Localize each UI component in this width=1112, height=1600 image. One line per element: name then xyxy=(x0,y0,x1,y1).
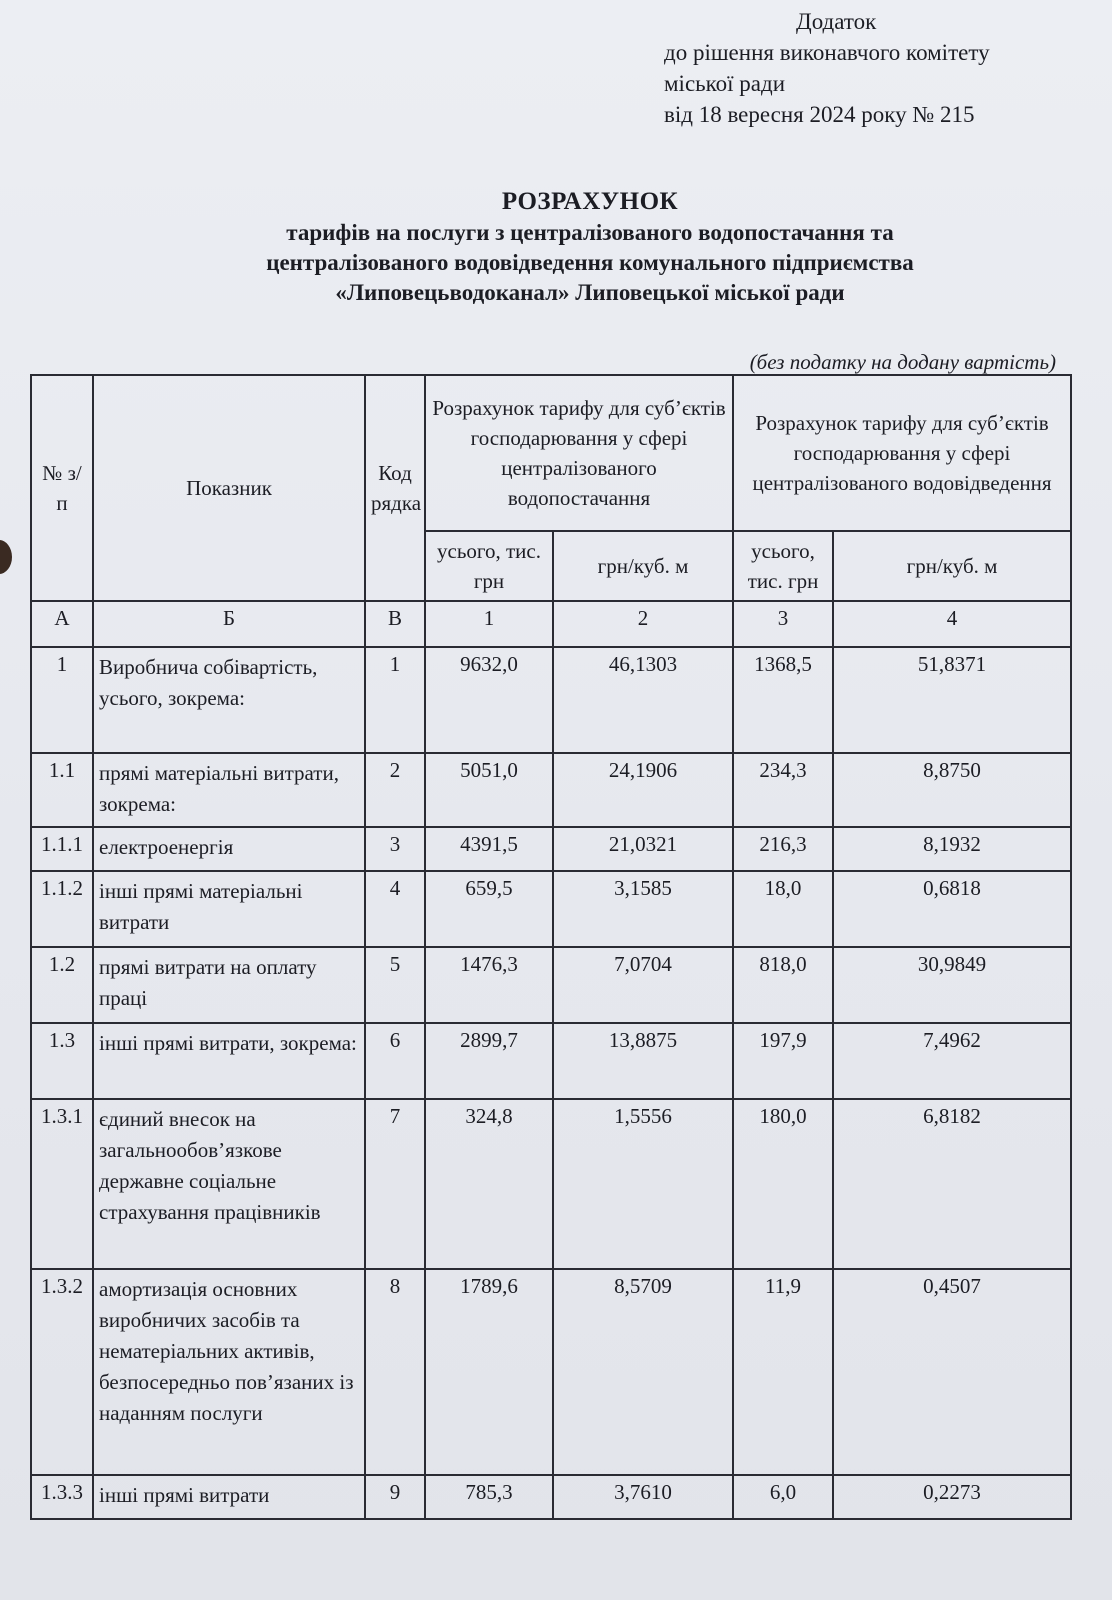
header-sewer-total: усього, тис. грн xyxy=(733,531,833,601)
water-per-m3-cell: 3,7610 xyxy=(553,1475,733,1519)
water-total-cell: 5051,0 xyxy=(425,753,553,827)
row-number: 1.1 xyxy=(31,753,93,827)
row-number: 1.1.1 xyxy=(31,827,93,871)
water-total-cell: 324,8 xyxy=(425,1099,553,1269)
row-code: 1 xyxy=(365,647,425,753)
table-row xyxy=(31,871,1071,947)
water-total-cell: 659,5 xyxy=(425,871,553,947)
row-indicator: Виробнича собівартість, усього, зокрема: xyxy=(93,647,365,753)
column-letter: Б xyxy=(93,601,365,647)
sewer-total-cell: 197,9 xyxy=(733,1023,833,1099)
row-code: 2 xyxy=(365,753,425,827)
document-title xyxy=(100,186,1080,308)
sewer-total-cell: 6,0 xyxy=(733,1475,833,1519)
row-code: 7 xyxy=(365,1099,425,1269)
row-indicator: інші прямі витрати, зокрема: xyxy=(93,1023,365,1099)
water-total-cell: 9632,0 xyxy=(425,647,553,753)
title-line-3: «Липовецьводоканал» Липовецької міської ради xyxy=(335,280,845,305)
header-water: Розрахунок тарифу для суб’єктів господарювання у сфері централізованого водопостачання xyxy=(425,375,733,531)
header-num: № з/п xyxy=(31,375,93,601)
row-code: 4 xyxy=(365,871,425,947)
title-line-1: тарифів на послуги з централізованого водопостачання та xyxy=(286,220,894,245)
column-letter: А xyxy=(31,601,93,647)
header-water-per-m3: грн/куб. м xyxy=(553,531,733,601)
row-number: 1.3.3 xyxy=(31,1475,93,1519)
header-sewer-per-m3: грн/куб. м xyxy=(833,531,1071,601)
punch-hole xyxy=(0,540,12,574)
table-row xyxy=(31,1475,1071,1519)
water-total-cell: 1789,6 xyxy=(425,1269,553,1475)
row-code: 8 xyxy=(365,1269,425,1475)
row-code: 9 xyxy=(365,1475,425,1519)
water-per-m3-cell: 7,0704 xyxy=(553,947,733,1023)
column-letter: 4 xyxy=(833,601,1071,647)
row-number: 1.1.2 xyxy=(31,871,93,947)
row-number: 1.2 xyxy=(31,947,93,1023)
row-number: 1.3.2 xyxy=(31,1269,93,1475)
table-row xyxy=(31,947,1071,1023)
title-main: РОЗРАХУНОК xyxy=(501,188,679,215)
row-number: 1.3.1 xyxy=(31,1099,93,1269)
annex-label: Додаток xyxy=(796,9,877,34)
sewer-total-cell: 18,0 xyxy=(733,871,833,947)
vat-note: (без податку на додану вартість) xyxy=(749,350,1056,374)
sewer-per-m3-cell: 8,1932 xyxy=(833,827,1071,871)
row-code: 6 xyxy=(365,1023,425,1099)
column-letter: 2 xyxy=(553,601,733,647)
row-indicator: прямі матеріальні витрати, зокрема: xyxy=(93,753,365,827)
header-code: Код рядка xyxy=(365,375,425,601)
sewer-per-m3-cell: 0,2273 xyxy=(833,1475,1071,1519)
sewer-per-m3-cell: 0,6818 xyxy=(833,871,1071,947)
row-code: 3 xyxy=(365,827,425,871)
water-total-cell: 2899,7 xyxy=(425,1023,553,1099)
row-indicator: інші прямі матеріальні витрати xyxy=(93,871,365,947)
sewer-total-cell: 1368,5 xyxy=(733,647,833,753)
sewer-total-cell: 11,9 xyxy=(733,1269,833,1475)
sewer-per-m3-cell: 8,8750 xyxy=(833,753,1071,827)
annex-line-2: до рішення виконавчого комітету xyxy=(664,40,990,65)
row-indicator: єдиний внесок на загальнообов’язкове державне соціальне страхування працівників xyxy=(93,1099,365,1269)
table-row xyxy=(31,1099,1071,1269)
title-line-2: централізованого водовідведення комунального підприємства xyxy=(266,250,914,275)
water-per-m3-cell: 24,1906 xyxy=(553,753,733,827)
row-indicator: прямі витрати на оплату праці xyxy=(93,947,365,1023)
water-per-m3-cell: 8,5709 xyxy=(553,1269,733,1475)
annex-line-3: міської ради xyxy=(664,71,786,96)
annex-block xyxy=(664,6,1104,130)
water-per-m3-cell: 21,0321 xyxy=(553,827,733,871)
column-letter: 3 xyxy=(733,601,833,647)
sewer-per-m3-cell: 6,8182 xyxy=(833,1099,1071,1269)
water-per-m3-cell: 13,8875 xyxy=(553,1023,733,1099)
sewer-per-m3-cell: 7,4962 xyxy=(833,1023,1071,1099)
water-per-m3-cell: 1,5556 xyxy=(553,1099,733,1269)
annex-date-line: від 18 вересня 2024 року № 215 xyxy=(664,102,975,127)
row-indicator: амортизація основних виробничих засобів та нематеріальних активів, безпосередньо пов’язаних із наданням послуги xyxy=(93,1269,365,1475)
sewer-per-m3-cell: 30,9849 xyxy=(833,947,1071,1023)
sewer-total-cell: 818,0 xyxy=(733,947,833,1023)
table-row xyxy=(31,1269,1071,1475)
column-letter: В xyxy=(365,601,425,647)
water-total-cell: 4391,5 xyxy=(425,827,553,871)
water-total-cell: 785,3 xyxy=(425,1475,553,1519)
column-letter: 1 xyxy=(425,601,553,647)
sewer-per-m3-cell: 51,8371 xyxy=(833,647,1071,753)
table-row xyxy=(31,753,1071,827)
row-code: 5 xyxy=(365,947,425,1023)
row-indicator: електроенергія xyxy=(93,827,365,871)
water-total-cell: 1476,3 xyxy=(425,947,553,1023)
table-row xyxy=(31,647,1071,753)
tariff-table xyxy=(30,374,1072,1520)
row-indicator: інші прямі витрати xyxy=(93,1475,365,1519)
table-row xyxy=(31,1023,1071,1099)
sewer-per-m3-cell: 0,4507 xyxy=(833,1269,1071,1475)
row-number: 1.3 xyxy=(31,1023,93,1099)
sewer-total-cell: 216,3 xyxy=(733,827,833,871)
row-number: 1 xyxy=(31,647,93,753)
table-row xyxy=(31,827,1071,871)
header-water-total: усього, тис. грн xyxy=(425,531,553,601)
header-sewer: Розрахунок тарифу для суб’єктів господарювання у сфері централізованого водовідведення xyxy=(733,375,1071,531)
header-indicator: Показник xyxy=(93,375,365,601)
sewer-total-cell: 234,3 xyxy=(733,753,833,827)
water-per-m3-cell: 3,1585 xyxy=(553,871,733,947)
sewer-total-cell: 180,0 xyxy=(733,1099,833,1269)
water-per-m3-cell: 46,1303 xyxy=(553,647,733,753)
